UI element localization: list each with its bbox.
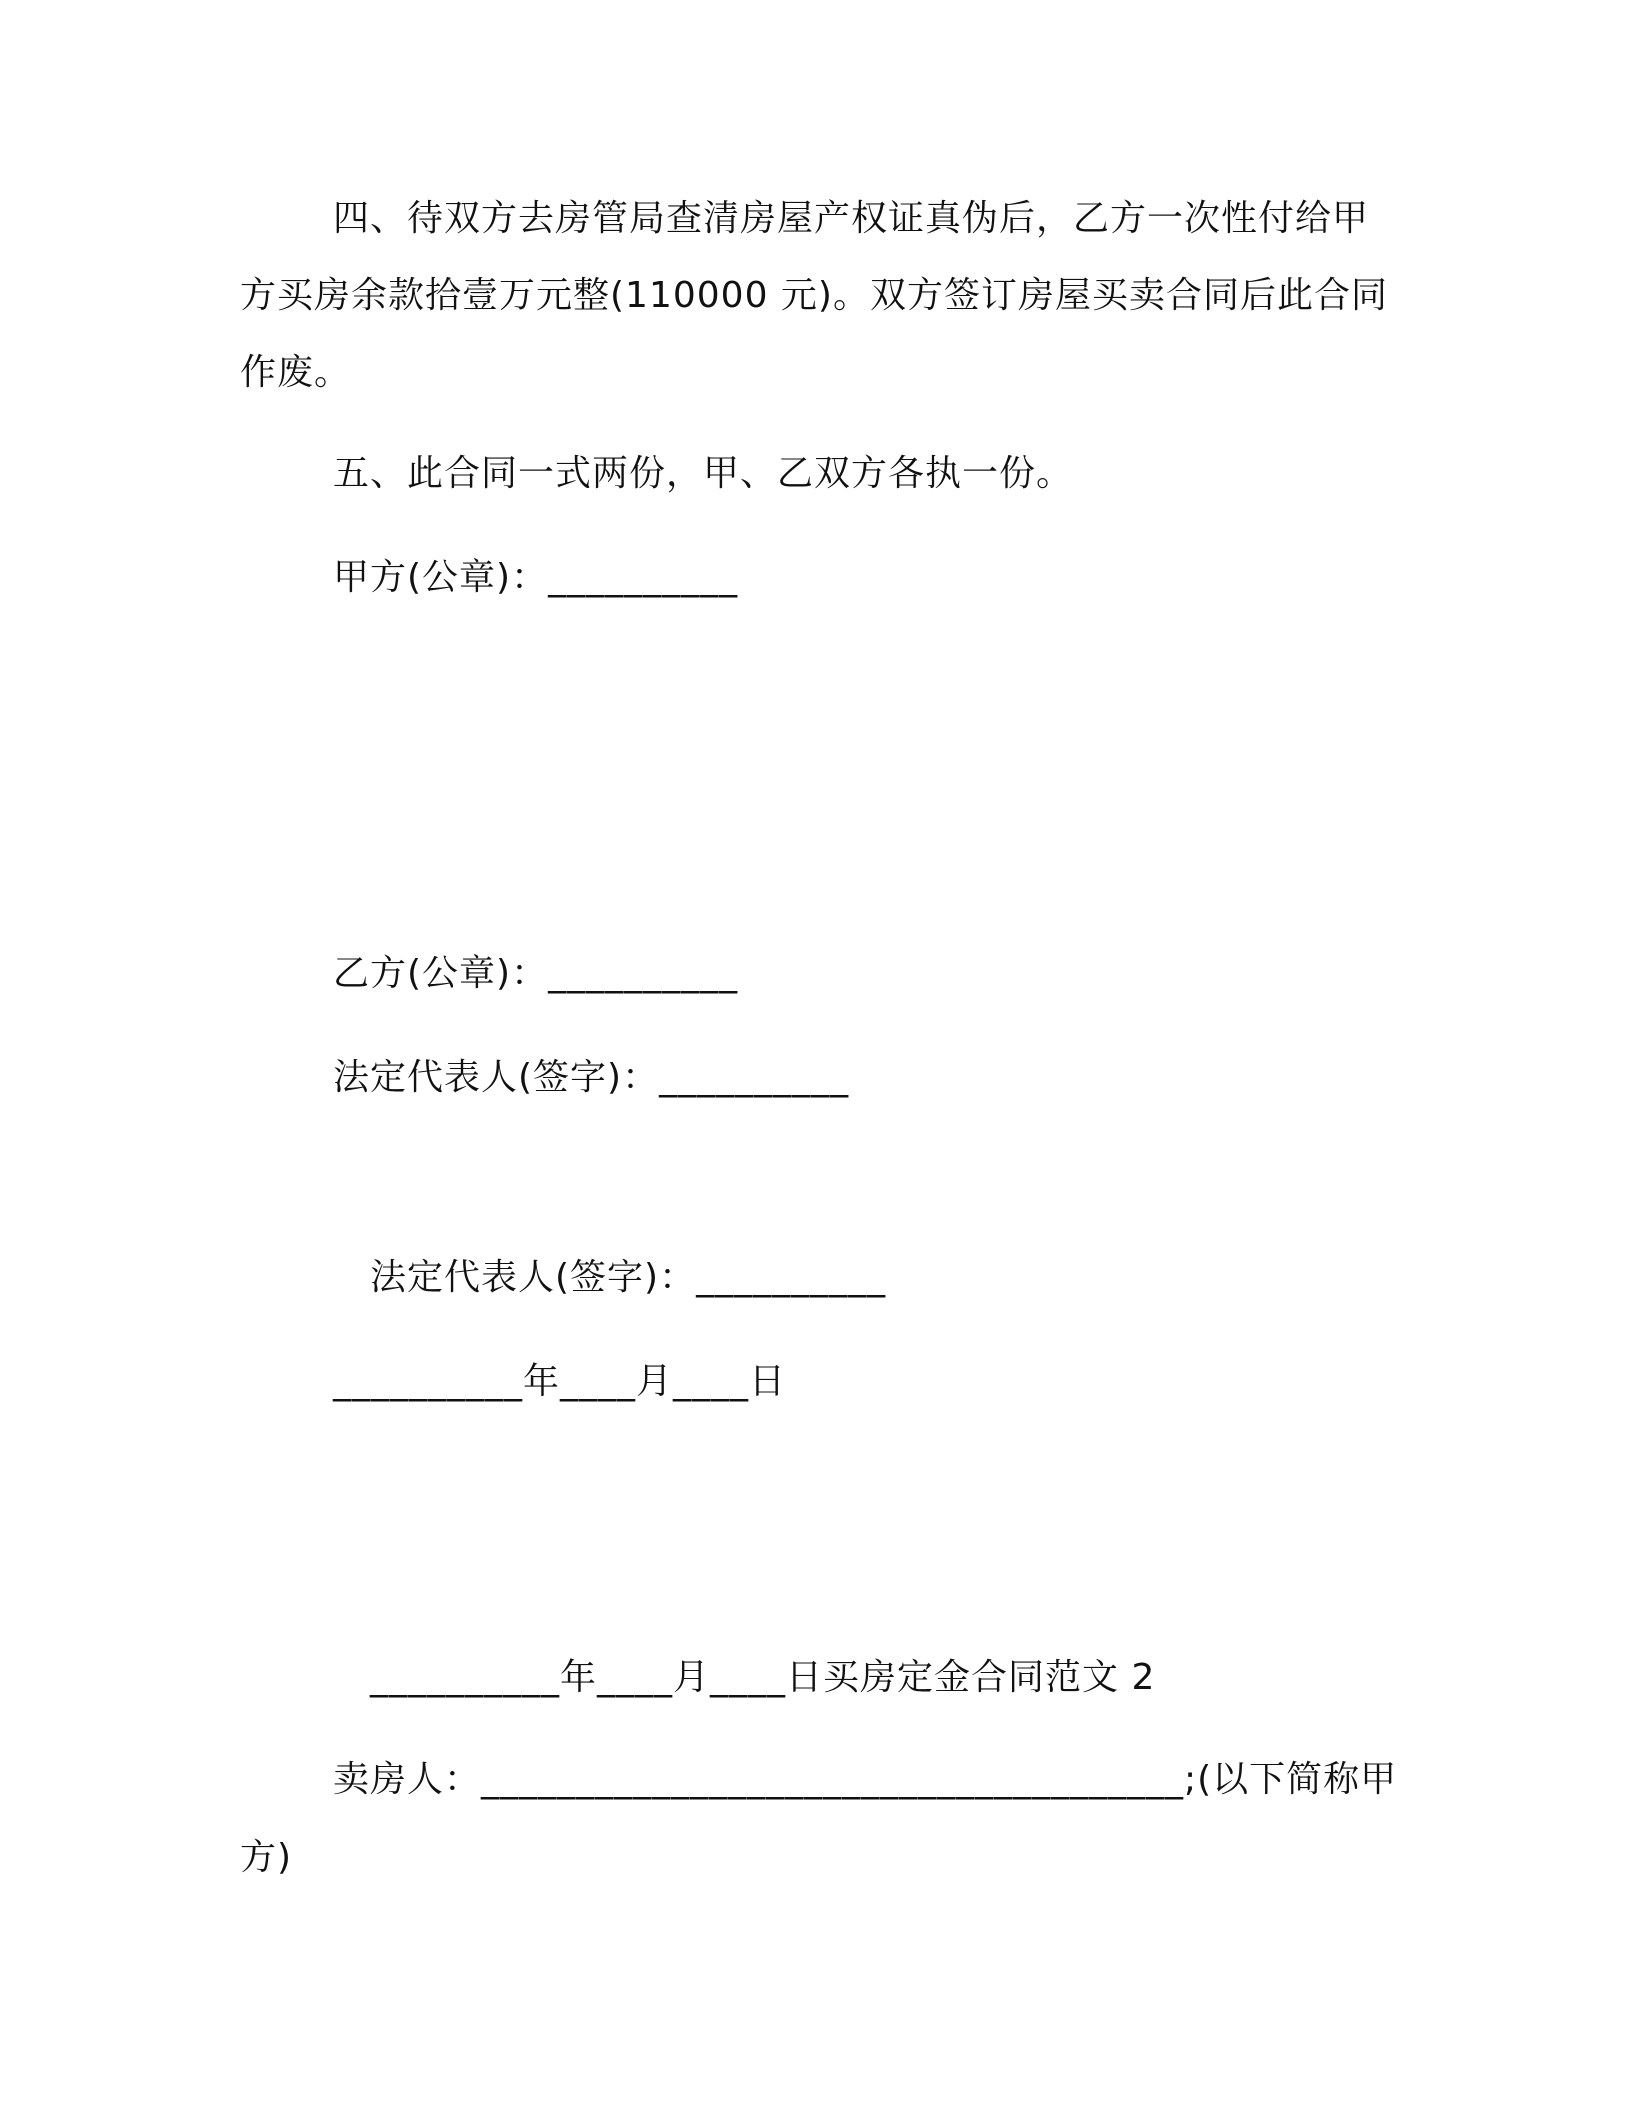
clause-4-line-2: 方买房余款拾壹万元整(110000 元)。双方签订房屋买卖合同后此合同 bbox=[240, 275, 1388, 316]
party-b-seal: 乙方(公章)：__________ bbox=[333, 953, 739, 994]
seller-line-2: 方) bbox=[240, 1837, 293, 1878]
clause-4-line-1: 四、待双方去房管局查清房屋产权证真伪后，乙方一次性付给甲 bbox=[333, 198, 1370, 239]
legal-representative-signature-1: 法定代表人(签字)：__________ bbox=[333, 1057, 850, 1098]
party-a-seal: 甲方(公章)：__________ bbox=[333, 557, 739, 598]
clause-4-line-3: 作废。 bbox=[240, 352, 352, 393]
legal-representative-signature-2: 法定代表人(签字)：__________ bbox=[370, 1257, 887, 1298]
seller-line-1: 卖房人：_____________________________________;(以下简称甲 bbox=[333, 1759, 1398, 1800]
next-contract-title: __________年____月____日买房定金合同范文 2 bbox=[370, 1657, 1156, 1698]
date-line: __________年____月____日 bbox=[333, 1361, 786, 1402]
clause-5: 五、此合同一式两份，甲、乙双方各执一份。 bbox=[333, 453, 1074, 494]
